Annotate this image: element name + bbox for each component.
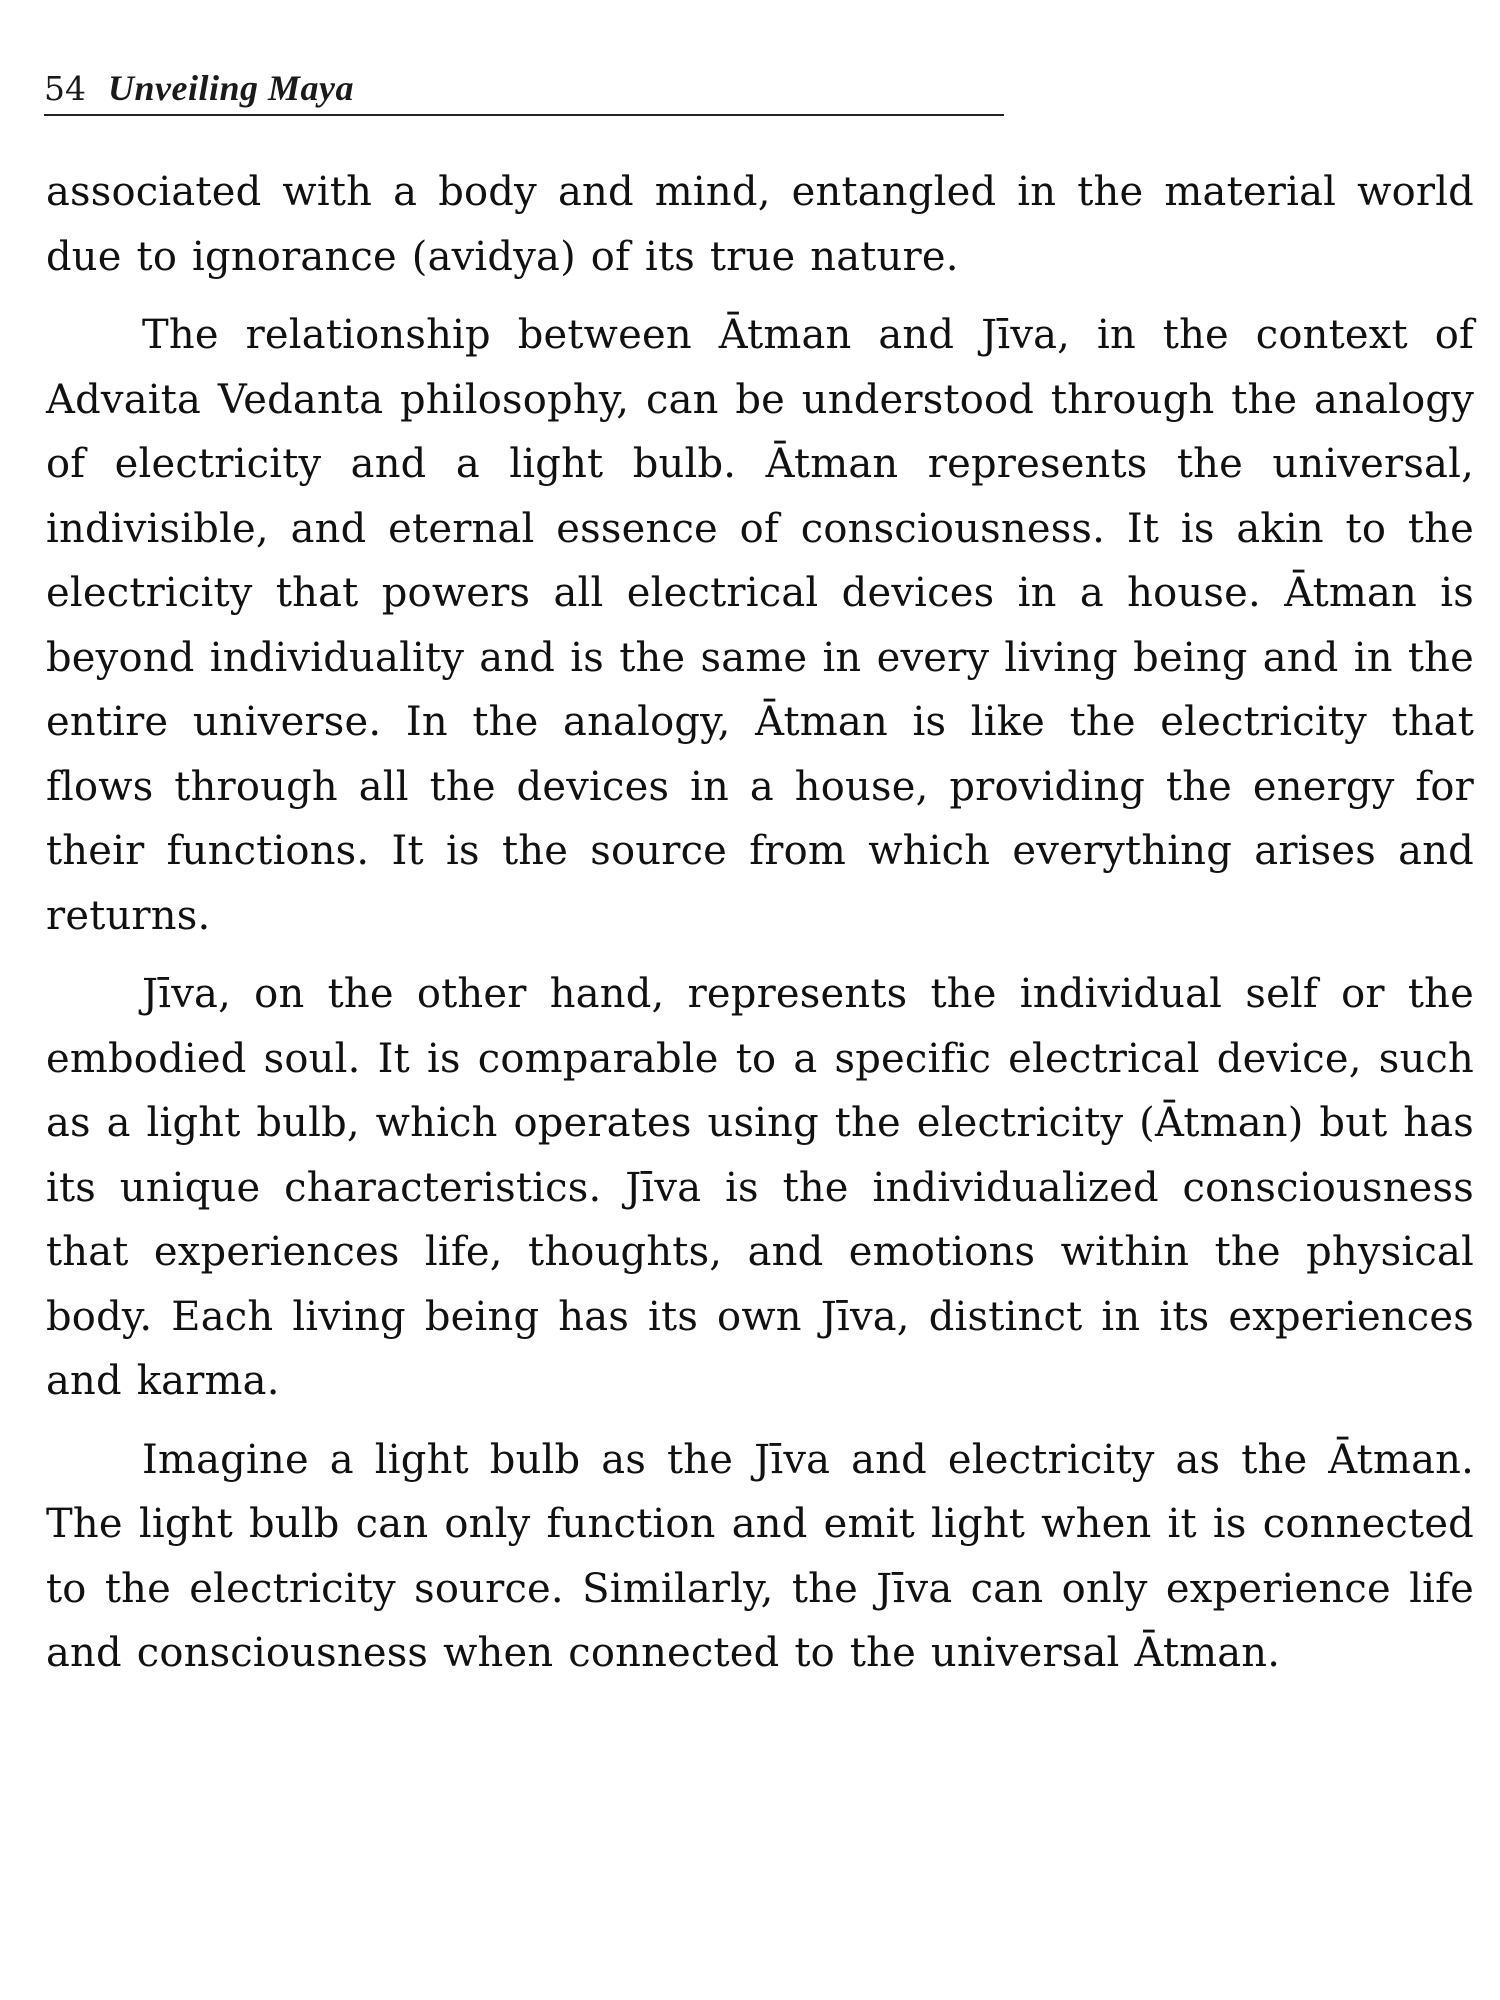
paragraph-atman: The relationship between Ātman and Jīva, in the context of Advaita Vedanta philosophy, can be understood through the analogy of electricity and a light bulb. Ātman represents the universal, indivisible, and eternal essence of consciousness. It is akin to the electricity that powers all electrical devices in a house. Ātman is beyond individuality and is the same in every living being and in the entire universe. In the analogy, Ātman is like the electricity that flows through all the devices in a house, providing the energy for their functions. It is the source from which everything arises and returns. [46, 312, 1474, 939]
paragraph-jiva: Jīva, on the other hand, represents the individual self or the embodied soul. It is comparable to a specific electrical device, such as a light bulb, which operates using the electricity (Ātman) but has its unique characteristics. Jīva is the individualized consciousness that experiences life, thoughts, and emotions within the physical body. Each living being has its own Jīva, distinct in its experiences and karma. [46, 971, 1474, 1404]
running-head [44, 66, 1004, 111]
page-number: 54 [44, 69, 86, 108]
paragraph-continuation: associated with a body and mind, entangled in the material world due to ignorance (avidya) of its true nature. [46, 169, 1474, 280]
body-text [46, 160, 1474, 1686]
paragraph-light-bulb: Imagine a light bulb as the Jīva and electricity as the Ātman. The light bulb can only function and emit light when it is connected to the electricity source. Similarly, the Jīva can only experience life and consciousness when connected to the universal Ātman. [46, 1436, 1474, 1676]
header-rule [44, 114, 1004, 116]
book-title: Unveiling Maya [108, 68, 354, 108]
